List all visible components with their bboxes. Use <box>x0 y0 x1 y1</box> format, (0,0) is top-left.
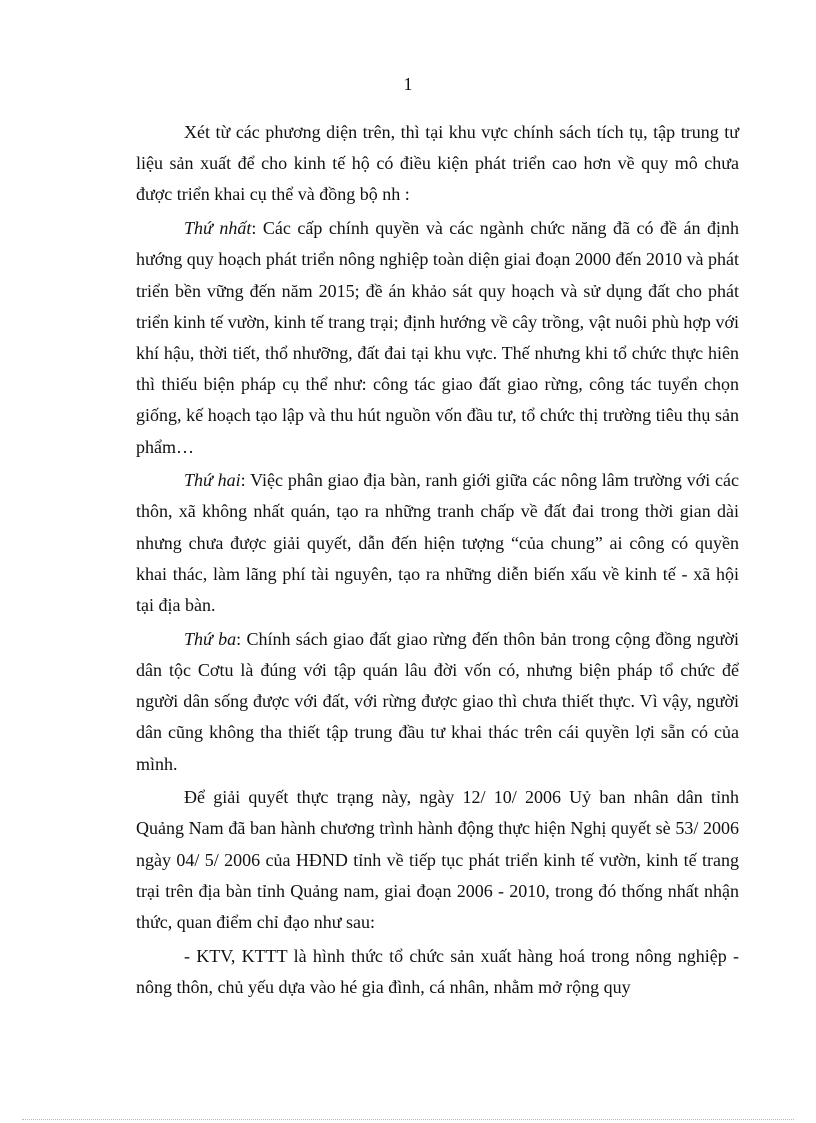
paragraph-resolution <box>136 782 739 938</box>
paragraph-text: - KTV, KTTT là hình thức tổ chức sản xuất hàng hoá trong nông nghiệp - nông thôn, chủ yếu dựa vào hé gia đình, cá nhân, nhằm mở rộng quy <box>136 945 739 997</box>
paragraph-text: Xét từ các phương diện trên, thì tại khu vực chính sách tích tụ, tập trung tư liệu sản xuất để cho kinh tế hộ có điều kiện phát triển cao hơn về quy mô chưa được triển khai cụ thể và đồng bộ nh : <box>136 122 739 205</box>
paragraph-intro <box>136 117 739 211</box>
paragraph-lead: Thứ hai <box>184 470 241 491</box>
page-bottom-rule <box>22 1119 794 1120</box>
paragraph-text: Để giải quyết thực trạng này, ngày 12/ 10/ 2006 Uỷ ban nhân dân tỉnh Quảng Nam đã ban hành chương trình hành động thực hiện Nghị quyết sè 53/ 2006 ngày 04/ 5/ 2006 của HĐND tỉnh về tiếp tục phát triển kinh tế vườn, kinh tế trang trại trên địa bàn tỉnh Quảng nam, giai đoạn 2006 - 2010, trong đó thống nhất nhận thức, quan điểm chỉ đạo như sau: <box>136 787 739 933</box>
paragraph-text: : Chính sách giao đất giao rừng đến thôn bản trong cộng đồng người dân tộc Cơtu là đúng với tập quán lâu đời vốn có, nhưng biện pháp tổ chức để người dân sống được với đất, với rừng được giao thì chưa thiết thực. Vì vậy, người dân cũng không tha thiết tập trung đầu tư khai thác trên cái quyền lợi sẵn có của mình. <box>136 628 740 774</box>
paragraph-lead: Thứ nhất <box>184 218 252 239</box>
paragraph-bullet <box>136 941 739 1003</box>
paragraph-text: : Các cấp chính quyền và các ngành chức năng đã có đề án định hướng quy hoạch phát triển nông nghiệp toàn diện giai đoạn 2000 đến 2010 và phát triển bền vững đến năm 2015; đề án khảo sát quy hoạch và sử dụng đất cho phát triển kinh tế vườn, kinh tế trang trại; định hướng về cây trồng, vật nuôi phù hợp với khí hậu, thời tiết, thổ nhưỡng, đất đai tại khu vực. Thế nhưng khi tổ chức thực hiên thì thiếu biện pháp cụ thể như: công tác giao đất giao rừng, công tác tuyển chọn giống, kế hoạch tạo lập và thu hút nguồn vốn đầu tư, tổ chức thị trường tiêu thụ sản phẩm… <box>136 218 739 457</box>
paragraph-lead: Thứ ba <box>184 628 237 649</box>
paragraph-text: : Việc phân giao địa bàn, ranh giới giữa các nông lâm trường với các thôn, xã không nhất quán, tạo ra những tranh chấp về đất đai trong thời gian dài nhưng chưa được giải quyết, dẫn đến hiện tượng “của chung” ai công có quyền khai thác, làm lãng phí tài nguyên, tạo ra những diễn biến xấu về kinh tế - xã hội tại địa bàn. <box>136 470 739 616</box>
page-number: 1 <box>403 74 413 94</box>
document-body <box>136 117 739 1003</box>
paragraph-first-point <box>136 213 739 463</box>
paragraph-third-point <box>136 624 739 780</box>
paragraph-second-point <box>136 465 739 621</box>
